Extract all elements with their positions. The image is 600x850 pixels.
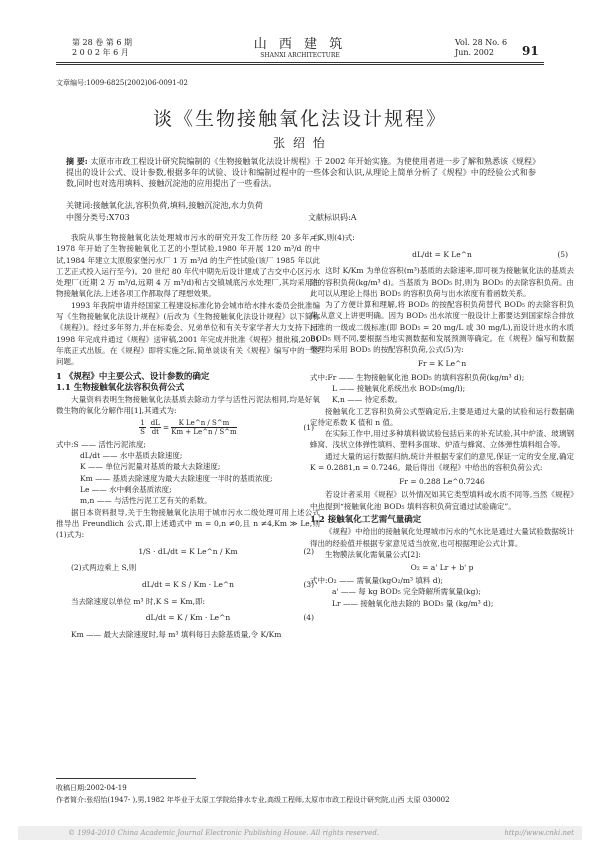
definition: K —— 单位污泥量对基质的最大去除速度; [80, 462, 221, 472]
definition: 式中:Fr —— 生物接触氧化池 BOD₅ 的填料容积负荷(kg/m³ d); [310, 372, 525, 382]
definition: Km —— 基质去除速度为最大去除速度一半时的基质浓度; [80, 473, 273, 483]
paragraph: Km —— 最大去除速度时,每 m³ 填料每日去除基质量,令 K/Km [71, 630, 282, 640]
equation-8: O₂ = a' Lr + b' p [410, 562, 474, 572]
paragraph: 通过大量的运行数据归纳,统计并根据专家们的意见,保证一定的安全度,确定 K = 0.2881,n = 0.7246。最后得出《规程》中给出的容积负荷公式: [310, 451, 574, 473]
paragraph: 这时 K/Km 为单位容积(m³)基质的去除速率,即可视为接触氧化法的基质去除的容积负荷(kg/m³ d)。当基质为 BOD₅ 时,则为 BOD₅ 的去除容积负荷。由此可以从理论上得出 BOD₅ 的容积负荷与出水浓度有着函数关系。 [310, 266, 574, 298]
subsection-heading: 1.2 接触氧化工艺需气量确定 [310, 514, 422, 525]
journal-name: 山 西 建 筑 SHANXI ARCHITECTURE [253, 37, 347, 59]
definition: K,n —— 待定系数。 [332, 395, 403, 405]
cnki-link[interactable]: http://www.cnki.net [504, 829, 574, 837]
right-column [310, 232, 574, 609]
header-rule-thin [56, 64, 544, 65]
paragraph: 当去除速度以单位 m³ 时,K S = Km,即: [71, 596, 206, 606]
definition: 式中:O₂ —— 需氧量(kgO₂/m³ 填料 d); [310, 576, 444, 586]
section-heading: 1 《规程》中主要公式、设计参数的确定 [56, 371, 210, 382]
author-bio: 作者简介:张绍怡(1947- ),男,1982 年毕业于太原工学院给排水专业,高级工程师,太原市市政工程设计研究院,山西 太原 030002 [56, 796, 450, 804]
header-rule [56, 62, 544, 63]
definition: a' —— 每 kg BOD₅ 完全降解所需氧量(kg); [332, 587, 481, 597]
abstract-text: 太原市市政工程设计研究院编制的《生物接触氧化法设计规程》于 2002 年开始实施。为使使用者进一步了解和熟悉该《规程》提出的设计公式、设计参数,根据多年的试验、设计和编制过程中的一些体会和认识,从理论上简单分析了《规程》中的经验公式和参数,同时也对选用填料、接触沉淀池的应用提出了一些看法。 [66, 157, 537, 188]
copyright: © 1994-2010 China Academic Journal Electronic Publishing House. All rights reserved. [68, 829, 380, 837]
equation-7: Fr = 0.288 Le^0.7246 [399, 476, 485, 486]
page-number: 91 [522, 44, 539, 58]
article-title: 谈《生物接触氧化法设计规程》 [152, 108, 447, 130]
paragraph: = K,则(4)式: [310, 233, 355, 242]
journal-volume: 第 28 卷 第 6 期 2 0 0 2 年 6 月 [72, 38, 132, 57]
paragraph: 接触氧化工艺容积负荷公式型确定后,主要是通过大量的试验和运行数据确定待定系数 K 值和 n 值。 [310, 406, 574, 427]
copyright-bar [18, 826, 582, 840]
paragraph: 《规程》中给出的接触氧化处理城市污水的气水比是通过大量试验数据统计得出的经验值并根据专家意见适当放宽,也可根据理论公式计算。 [310, 527, 574, 548]
paragraph: 若设计者采用《规程》以外情况如其它类型填料或水质不同等,当然《规程》中也提到“接触氧化池 BOD₅ 填料容积负荷宜通过试验确定”。 [310, 490, 574, 511]
abstract-label: 摘 要: [66, 156, 88, 166]
equation-5: dL/dt = K Le^n (5) [412, 249, 568, 259]
equation-4: dL/dt = K / Km · Le^n (4) [145, 613, 314, 623]
footnote [56, 782, 546, 806]
paragraph: 为了方便计算和理解,将 BOD₅ 的按配容积负荷替代 BOD₅ 的去除容积负荷,从意义上讲更明确。因为 BOD₅ 出水浓度一般设计上都要达到国家综合排放标准的一级或二级标准(即 BOD₅ = 20 mg/L 或 30 mg/L),而设计进水的水质 BOD₅ 则不同,要根据当地实测数据和发展预测等确定。在《规程》编写和数据整理均采用 BOD₅ 的按配容积负荷,公式(5)为: [310, 300, 574, 355]
footnote-rule [56, 778, 196, 779]
journal-issue: Vol. 28 No. 6 Jun. 2002 [455, 38, 508, 57]
definition: Lr —— 接触氧化池去除的 BOD₅ 量 (kg/m³ d); [332, 598, 494, 608]
keywords: 关键词:接触氧化法,容积负荷,填料,接触沉淀池,水力负荷 [66, 201, 263, 210]
definition: m,n —— 与活性污泥工艺有关的系数。 [80, 496, 212, 506]
paragraph: 1993 年我院申请并经国家工程建设标准化协会城市给水排水委员会批准编写《生物接触氧化法设计规程》(后改为《生物接触氧化法设计规程》以下简称《规程》)。经过多年努力,并在标委会、兄弟单位和有关专家学者大力支持下,于 1998 年完成并通过《规程》送审稿,2001 年完成并批准《规程》报批稿,2001 年底正式出版。在《规程》即将实施之际,简单谈谈有关《规程》编写中的一些问题。 [56, 300, 320, 367]
definition: 式中:S —— 活性污泥浓度; [56, 439, 146, 449]
left-column [56, 232, 320, 640]
article-id: 文章编号:1009-6825(2002)06-0091-02 [56, 79, 188, 87]
paragraph: 大量资料表明生物接触氧化法基质去除动力学与活性污泥法相同,均是好氧微生物的氧化分解作用[1],其通式为: [56, 395, 320, 416]
paragraph: (2)式两边乘上 S,则 [71, 563, 137, 573]
definition: dL/dt —— 水中基质去除速度; [80, 451, 183, 461]
subsection-heading: 1.1 生物接触氧化法容积负荷公式 [56, 382, 185, 393]
equation-1: $\frac{1}{S}$ $\frac{dL}{dt}$ = $\frac{\text{K Le\textasciicircum{}n / S\textasciicircum{}m}}{Km + Le\^{}n / S\^{}m}$ (1) [140, 419, 314, 437]
author: 张 绍 怡 [273, 136, 327, 150]
equation-number: (1) [303, 423, 314, 433]
document-code: 文献标识码:A [308, 213, 357, 222]
paragraph: 据日本资料报导,关于生物接触氧化法用于城市污水二级处理可用上述公式推导出 Freundlich 公式,即上述通式中 m = 0,n ≠0,且 n ≠4,Km ≫ Le,则(1)式为: [56, 507, 320, 540]
equation-6: Fr = K Le^n [417, 359, 467, 369]
paragraph: 生物膜法氧化需氧量公式[2]: [325, 549, 421, 559]
paragraph: 我院从事生物接触氧化法处理城市污水的研究开发工作历经 20 多年,自 1978 年开始了生物接触氧化工艺的小型试验,1980 年开展 120 m³/d 的中试,1984 年建立太原殷家堡污水厂 1 万 m³/d 的生产性试验(该厂 1985 年以此工艺正式投入运行至今)。20 世纪 80 年代中期先后设计建成了古交中心区污水处理厂(近期 2 万 m³/d,远期 4 万 m³/d)和古交镇城底污水处理厂,其均采用生物接触氧化法,上述各项工作都取得了理想效果。 [56, 233, 320, 299]
clc-number: 中图分类号:X703 [66, 213, 130, 222]
paragraph: 在实际工作中,用过多种填料做试验包括后来的补充试验,其中炉渣、玻璃钢蜂窝、浅状立体弹性填料、塑料多面球、炉渣与蜂窝、立体弹性填料组合等。 [310, 429, 574, 450]
equation-2: 1/S · dL/dt = K Le^n / Km (2) [138, 546, 314, 556]
definition: Le —— 水中剩余基质浓度; [80, 484, 172, 494]
received-date: 收稿日期:2002-04-19 [56, 784, 127, 792]
equation-3: dL/dt = K S / Km · Le^n (3) [142, 580, 314, 590]
abstract [66, 156, 536, 189]
definition: L —— 接触氧化系统出水 BOD₅(mg/l); [332, 383, 466, 393]
